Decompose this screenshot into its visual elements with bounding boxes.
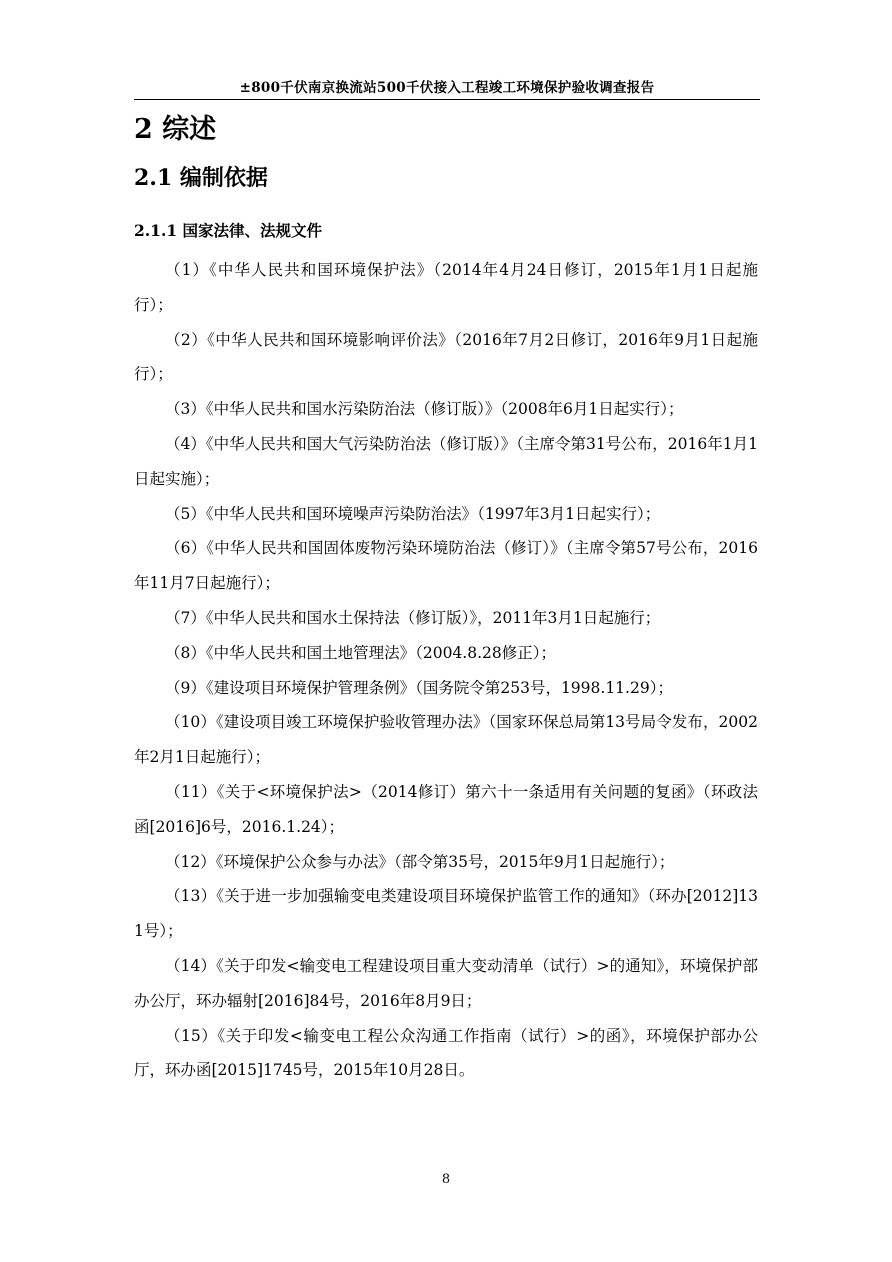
regulation-item-7: （7）《中华人民共和国水土保持法（修订版）》，2011年3月1日起施行； xyxy=(165,608,661,627)
regulation-item-11: （11）《关于<环境保护法>（2014修订）第六十一条适用有关问题的复函》（环政法函[2016]6号，2016.1.24）； xyxy=(134,782,758,836)
regulation-item-15: （15）《关于印发<输变电工程公众沟通工作指南（试行）>的函》，环境保护部办公厅，环办函[2015]1745号，2015年10月28日。 xyxy=(134,1026,758,1080)
regulation-list xyxy=(134,253,758,1088)
regulation-item-10: （10）《建设项目竣工环境保护验收管理办法》（国家环保总局第13号局令发布，2002年2月1日起施行）； xyxy=(134,713,758,767)
header-rule xyxy=(134,99,760,100)
regulation-item-9: （9）《建设项目环境保护管理条例》（国务院令第253号，1998.11.29）； xyxy=(165,678,673,697)
section-heading: 2.1 编制依据 xyxy=(134,165,268,191)
subsection-heading: 2.1.1 国家法律、法规文件 xyxy=(134,221,323,240)
regulation-item-13: （13）《关于进一步加强输变电类建设项目环境保护监管工作的通知》（环办[2012]131号）； xyxy=(134,887,758,941)
running-header: ±800千伏南京换流站500千伏接入工程竣工环境保护验收调查报告 xyxy=(239,80,655,96)
regulation-item-6: （6）《中华人民共和国固体废物污染环境防治法（修订）》（主席令第57号公布，2016年11月7日起施行）； xyxy=(134,539,758,593)
page-number: 8 xyxy=(441,1172,451,1187)
regulation-item-5: （5）《中华人民共和国环境噪声污染防治法》（1997年3月1日起实行）； xyxy=(165,504,661,523)
regulation-item-3: （3）《中华人民共和国水污染防治法（修订版）》（2008年6月1日起实行）； xyxy=(165,400,684,419)
regulation-item-4: （4）《中华人民共和国大气污染防治法（修订版）》（主席令第31号公布，2016年1月1日起实施）； xyxy=(134,434,758,488)
regulation-item-2: （2）《中华人民共和国环境影响评价法》（2016年7月2日修订，2016年9月1日起施行）； xyxy=(134,330,758,384)
regulation-item-8: （8）《中华人民共和国土地管理法》（2004.8.28修正）； xyxy=(165,643,556,662)
regulation-item-14: （14）《关于印发<输变电工程建设项目重大变动清单（试行）>的通知》，环境保护部办公厅，环办辐射[2016]84号，2016年8月9日； xyxy=(134,956,758,1010)
chapter-heading: 2 综述 xyxy=(134,114,217,145)
regulation-item-1: （1）《中华人民共和国环境保护法》（2014年4月24日修订，2015年1月1日起施行）； xyxy=(134,261,758,314)
regulation-item-12: （12）《环境保护公众参与办法》（部令第35号，2015年9月1日起施行）； xyxy=(165,852,675,871)
